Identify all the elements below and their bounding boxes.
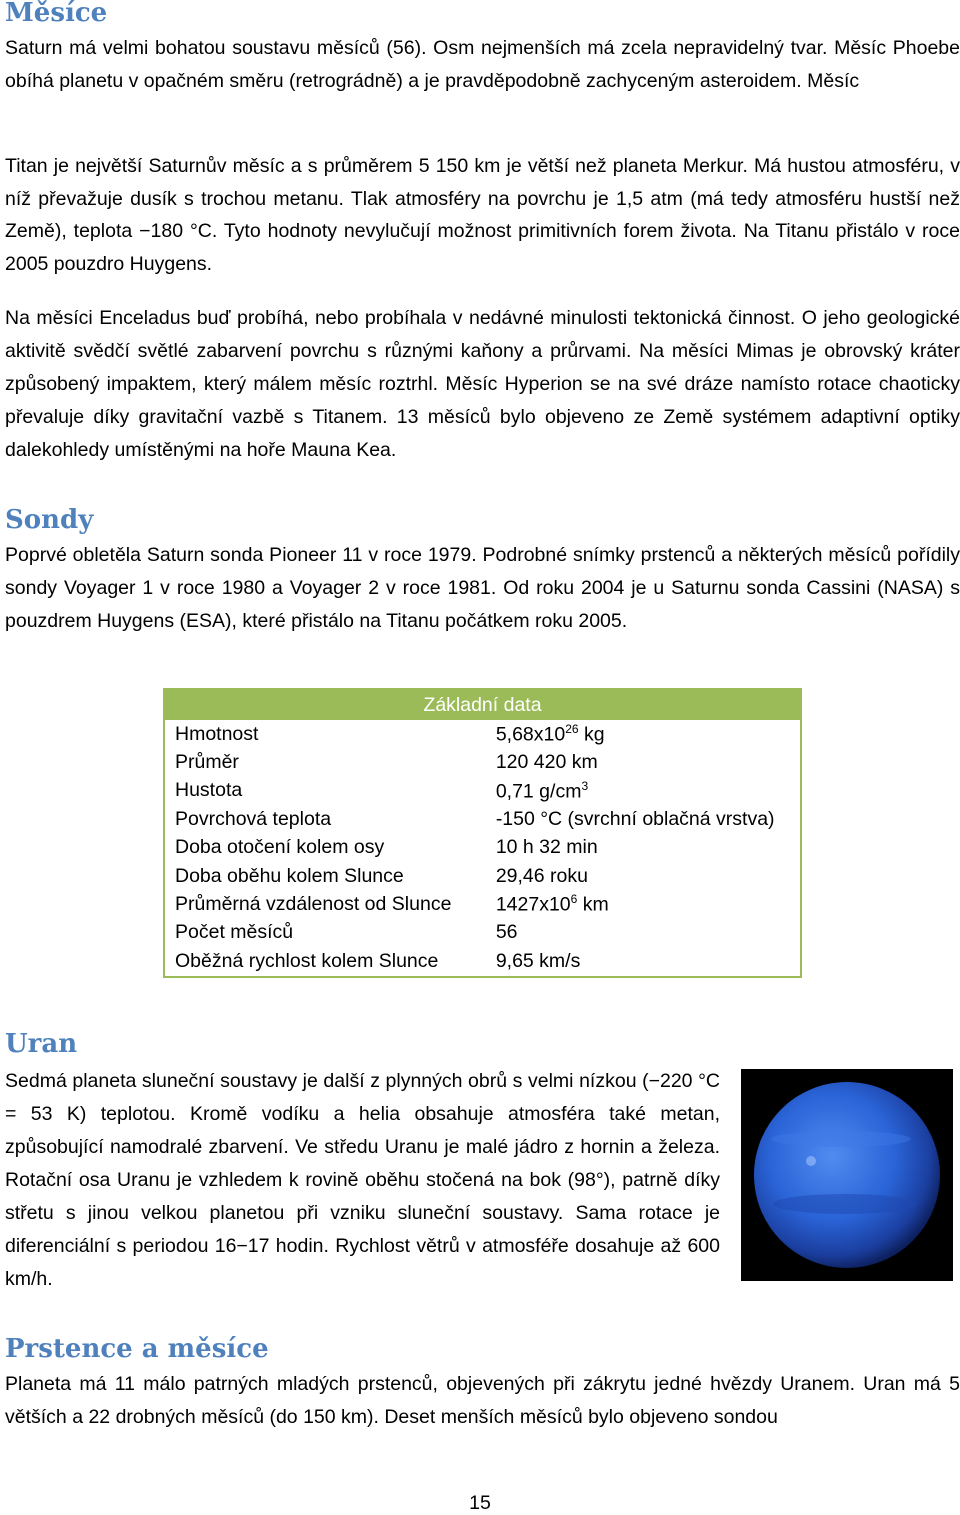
paragraph-prstence: Planeta má 11 málo patrných mladých prstenců, objevených při zákrytu jedné hvězdy Uranem. Uran má 5 větších a 22 drobných měsíců (do 150 km). Deset menších měsíců bylo objeveno sondou	[5, 1373, 960, 1428]
basic-data-table	[163, 688, 802, 978]
paragraph-mesice-intro: Saturn má velmi bohatou soustavu měsíců (56). Osm nejmenších má zcela nepravidelný tvar. Měsíc Phoebe obíhá planetu v opačném směru (retrográdně) a je pravděpodobně zachyceným asteroidem. Měsíc	[5, 37, 960, 92]
table-row	[164, 862, 801, 890]
paragraph-titan: Titan je největší Saturnův měsíc a s průměrem 5 150 km je větší než planeta Merkur. Má hustou atmosféru, v níž převažuje dusík s trochou metanu. Tlak atmosféry na povrchu je 1,5 atm (má tedy atmosféru hustší než Země), teplota −180 °C. Tyto hodnoty nevylučují možnost primitivních forem života. Na Titanu přistálo v roce 2005 pouzdro Huygens.	[5, 155, 960, 275]
value-text: 0,71 g/cm	[495, 780, 582, 803]
value-text: 1427x10	[495, 893, 571, 916]
table-cell-label: Průměrná vzdálenost od Slunce	[175, 893, 452, 916]
table-cell-label: Doba otočení kolem osy	[175, 836, 385, 859]
value-text: -150 °C (svrchní oblačná vrstva)	[495, 807, 775, 830]
uranus-image	[741, 1069, 953, 1281]
paragraph-sondy: Poprvé obletěla Saturn sonda Pioneer 11 v roce 1979. Podrobné snímky prstenců a některých měsíců pořídily sondy Voyager 1 v roce 1980 a Voyager 2 v roce 1981. Od roku 2004 je u Saturnu sonda Cassini (NASA) s pouzdrem Huygens (ESA), které přistálo na Titanu počátkem roku 2005.	[5, 544, 960, 632]
value-text: 56	[495, 921, 518, 944]
table-row	[164, 748, 801, 776]
table-cell-label: Počet měsíců	[175, 921, 294, 944]
value-unit: km	[577, 893, 609, 916]
value-text: 5,68x10	[495, 723, 566, 746]
value-unit: kg	[578, 723, 605, 746]
table-cell-label: Hmotnost	[175, 722, 259, 745]
table-cell-value	[476, 834, 801, 862]
paragraph-uran: Sedmá planeta sluneční soustavy je další z plynných obrů s velmi nízkou (−220 °C = 53 K) teplotou. Kromě vodíku a helia obsahuje atmosféra také metan, způsobující namodralé zbarvení. Ve středu Uranu je malé jádro z hornin a železa. Rotační osa Uranu je vzhledem k rovině oběhu stočená na bok (98°), patrně díky střetu s jinou velkou planetou při vzniku sluneční soustavy. Sama rotace je diferenciální s periodou 16−17 hodin. Rychlost větrů v atmosféře dosahuje až 600 km/h.	[5, 1070, 720, 1290]
value-text: 10 h 32 min	[495, 836, 598, 859]
table-row	[164, 805, 801, 833]
value-text: 9,65 km/s	[495, 949, 581, 972]
page-number: 15	[469, 1492, 491, 1514]
table-cell-value	[476, 862, 801, 890]
table-cell-value	[476, 947, 801, 976]
table-cell-label: Průměr	[175, 751, 239, 774]
value-exponent: 3	[581, 778, 589, 793]
table-cell-value	[476, 890, 801, 918]
table-cell-value	[476, 919, 801, 947]
table-row	[164, 890, 801, 918]
value-text: 29,46 roku	[495, 864, 588, 887]
paragraph-enceladus: Na měsíci Enceladus buď probíhá, nebo probíhala v nedávné minulosti tektonická činnost. O jeho geologické aktivitě svědčí světlé zabarvení povrchu s různými kaňony a průrvami. Na měsíci Mimas je obrovský kráter způsobený impaktem, který málem měsíc roztrhl. Měsíc Hyperion se na své dráze namísto rotace chaoticky převaluje díky gravitační vazbě s Titanem. 13 měsíců bylo objeveno ze Země systémem adaptivní optiky dalekohledy umístěnými na hoře Mauna Kea.	[5, 307, 960, 461]
table-row	[164, 777, 801, 805]
table-cell-value	[476, 720, 801, 748]
table-row	[164, 919, 801, 947]
uranus-planet-graphic	[741, 1069, 953, 1281]
table-cell-value	[476, 777, 801, 805]
table-row	[164, 720, 801, 748]
heading-mesice: Měsíce	[5, 0, 108, 28]
table-cell-label: Doba oběhu kolem Slunce	[175, 864, 404, 887]
heading-prstence: Prstence a měsíce	[5, 1334, 269, 1364]
table-cell-value	[476, 805, 801, 833]
heading-uran: Uran	[5, 1029, 78, 1059]
table-cell-value	[476, 748, 801, 776]
table-cell-label: Hustota	[175, 779, 243, 802]
table-cell-label: Povrchová teplota	[175, 807, 332, 830]
value-exponent: 6	[570, 892, 578, 907]
table-row	[164, 834, 801, 862]
table-cell-label: Oběžná rychlost kolem Slunce	[175, 949, 439, 972]
table-row	[164, 947, 801, 976]
table-title: Základní data	[164, 689, 801, 720]
value-text: 120 420 km	[495, 751, 598, 774]
value-exponent: 26	[565, 721, 579, 736]
heading-sondy: Sondy	[5, 505, 94, 535]
